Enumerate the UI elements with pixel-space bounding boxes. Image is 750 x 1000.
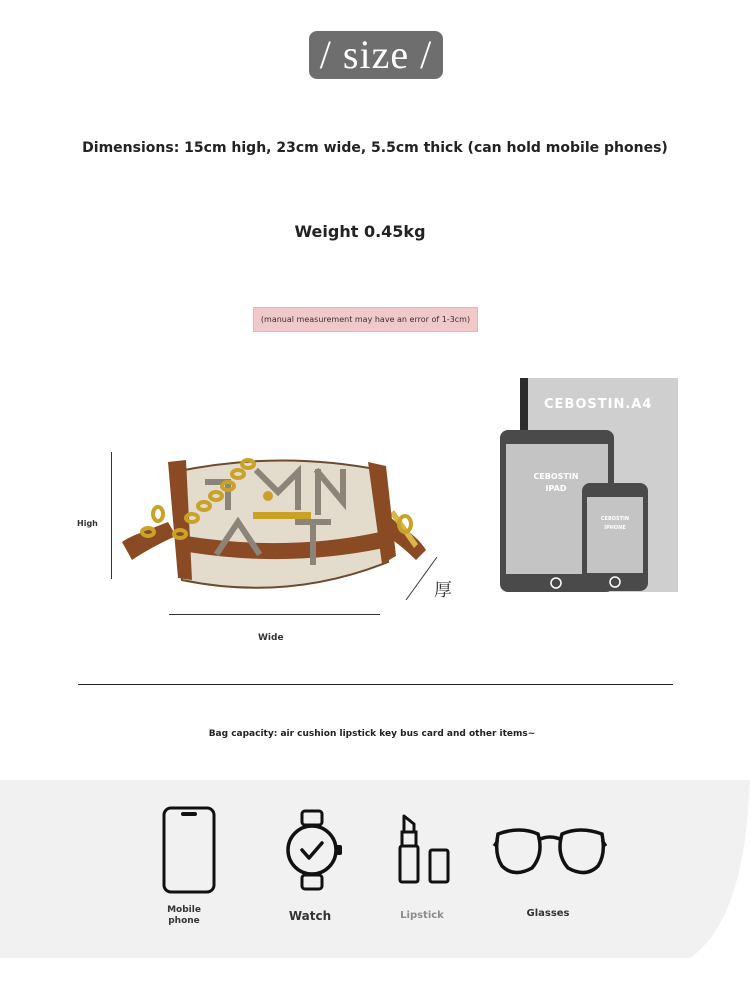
watch-label: Watch: [288, 909, 332, 923]
lipstick-label: Lipstick: [400, 910, 444, 921]
glasses-label: Glasses: [526, 908, 570, 919]
measurement-note: (manual measurement may have an error of 1-3cm): [253, 307, 478, 332]
watch-icon: [285, 809, 343, 891]
phone-label-line1: CEBOSTIN: [600, 516, 630, 522]
dimensions-text: Dimensions: 15cm high, 23cm wide, 5.5cm thick (can hold mobile phones): [82, 140, 668, 156]
width-label: Wide: [258, 633, 284, 643]
items-panel: [0, 780, 750, 958]
weight-text: Weight 0.45kg: [294, 222, 426, 241]
phone-label-line2: IPHONE: [604, 525, 626, 531]
section-divider: [78, 684, 673, 685]
glasses-icon: [492, 826, 608, 878]
width-dimension-line: [169, 614, 380, 615]
a4-label: CEBOSTIN.A4: [544, 397, 653, 412]
mobile-phone-icon: [161, 806, 217, 894]
size-title-badge: / size /: [309, 31, 443, 79]
band-curve-decoration: [690, 780, 750, 958]
height-label: High: [77, 519, 98, 528]
height-dimension-line: [111, 452, 112, 579]
lipstick-icon: [396, 812, 454, 884]
ipad-label-line2: IPAD: [545, 484, 567, 493]
handbag-image: [118, 452, 430, 597]
mobile-phone-label: Mobile phone: [167, 905, 201, 926]
ipad-label-line1: CEBOSTIN: [533, 472, 579, 481]
thickness-label: 厚: [434, 580, 452, 601]
capacity-text: Bag capacity: air cushion lipstick key bus card and other items~: [208, 729, 536, 739]
